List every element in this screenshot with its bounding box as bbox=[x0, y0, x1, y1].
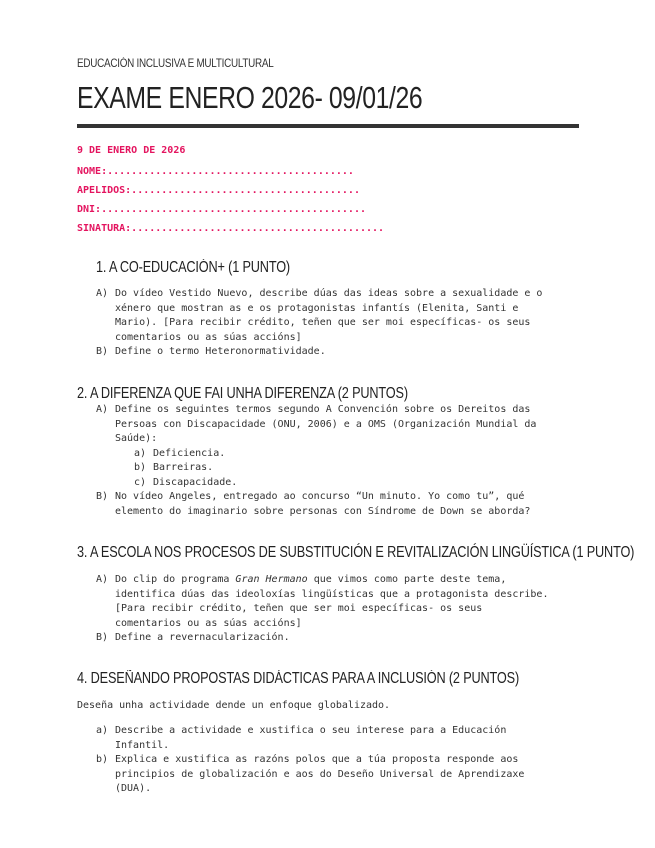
exam-date: 9 DE ENERO DE 2026 bbox=[77, 145, 186, 156]
question-line: xénero que mostran as e os protagonistas infantís (Elenita, Santi e bbox=[115, 302, 519, 314]
subquestion-marker: a) bbox=[134, 447, 147, 459]
question-4a bbox=[77, 724, 597, 753]
course-name: EDUCACIÓN INCLUSIVA E MULTICULTURAL bbox=[77, 58, 274, 70]
question-3b bbox=[77, 631, 607, 646]
question-line: Do vídeo Vestido Nuevo, describe dúas das ideas sobre a sexualidade e o bbox=[115, 288, 543, 299]
question-line: principios de globalización e aos do Deseño Universal de Aprendizaxe bbox=[115, 768, 525, 780]
subquestion-item bbox=[115, 476, 597, 491]
subquestion-item bbox=[115, 461, 597, 476]
dni-field[interactable]: DNI:............................................ bbox=[77, 204, 366, 215]
question-line: Explica e xustifica as razóns polos que a túa proposta responde aos bbox=[115, 754, 519, 765]
question-marker: B) bbox=[96, 346, 109, 357]
question-text: que vimos como parte deste tema, bbox=[307, 574, 507, 585]
question-marker: a) bbox=[96, 725, 109, 736]
question-marker: b) bbox=[96, 754, 109, 765]
question-line: Describe a actividade e xustifica o seu interese para a Educación bbox=[115, 725, 507, 736]
question-3a bbox=[77, 573, 607, 631]
program-title: Gran Hermano bbox=[235, 574, 308, 585]
signature-field[interactable]: SINATURA:.......................................... bbox=[77, 223, 385, 234]
question-line: Persoas con Discapacidade (ONU, 2006) e a OMS (Organización Mundial da bbox=[115, 418, 537, 430]
question-line: comentarios ou as súas accións] bbox=[115, 617, 302, 629]
section-1-heading: 1. A CO-EDUCACIÓN+ (1 PUNTO) bbox=[96, 259, 290, 276]
subquestion-text: Barreiras. bbox=[153, 462, 214, 473]
section-2-heading: 2. A DIFERENZA QUE FAI UNHA DIFERENZA (2 PUNTOS) bbox=[77, 385, 408, 402]
exam-title: EXAME ENERO 2026- 09/01/26 bbox=[77, 80, 423, 115]
subquestion-text: Deficiencia. bbox=[153, 447, 226, 459]
section-3-questions bbox=[77, 573, 607, 646]
question-line: Define a revernacularización. bbox=[115, 632, 290, 643]
question-line: Saúde): bbox=[115, 433, 158, 444]
section-4-intro: Deseña unha actividade dende un enfoque globalizado. bbox=[77, 700, 391, 711]
question-line: Define o termo Heteronormatividade. bbox=[115, 346, 326, 357]
question-marker: B) bbox=[96, 632, 109, 643]
question-line bbox=[115, 573, 607, 588]
question-line: [Para recibir crédito, teñen que ser moi específicas- os seus bbox=[115, 603, 483, 614]
question-line: elemento do imaginario sobre personas con Síndrome de Down se aborda? bbox=[115, 505, 531, 517]
question-2a bbox=[77, 403, 597, 490]
section-3-heading: 3. A ESCOLA NOS PROCESOS DE SUBSTITUCIÓN E REVITALIZACIÓN LINGÜÍSTICA (1 PUNTO) bbox=[77, 544, 635, 561]
question-marker: A) bbox=[96, 574, 109, 585]
subquestion-item bbox=[115, 447, 597, 462]
question-line: identifica dúas das ideoloxías lingüísticas que a protagonista describe. bbox=[115, 588, 549, 600]
subquestion-marker: c) bbox=[134, 476, 147, 488]
question-line: Mario). [Para recibir crédito, teñen que ser moi específicas- os seus bbox=[115, 317, 531, 328]
question-1b bbox=[77, 345, 597, 360]
question-line: Define os seguintes termos segundo A Convención sobre os Dereitos das bbox=[115, 404, 531, 415]
section-4-questions bbox=[77, 724, 597, 797]
question-2b bbox=[77, 490, 597, 519]
title-rule bbox=[77, 124, 579, 128]
question-line: No vídeo Angeles, entregado ao concurso “Un minuto. Yo como tu”, qué bbox=[115, 491, 525, 502]
subquestion-text: Discapacidade. bbox=[153, 476, 238, 488]
question-4b bbox=[77, 753, 597, 797]
subquestion-list bbox=[115, 447, 597, 491]
question-marker: A) bbox=[96, 404, 109, 415]
question-marker: B) bbox=[96, 491, 109, 502]
question-1a bbox=[77, 287, 597, 345]
name-field[interactable]: NOME:......................................... bbox=[77, 166, 354, 177]
question-marker: A) bbox=[96, 288, 109, 299]
question-line: comentarios ou as súas accións] bbox=[115, 331, 302, 343]
subquestion-marker: b) bbox=[134, 462, 147, 473]
section-2-questions bbox=[77, 403, 597, 519]
question-line: (DUA). bbox=[115, 783, 152, 794]
question-text: Do clip do programa bbox=[115, 574, 236, 585]
section-1-questions bbox=[77, 287, 597, 360]
surnames-field[interactable]: APELIDOS:...................................... bbox=[77, 185, 360, 196]
question-line: Infantil. bbox=[115, 739, 170, 751]
section-4-heading: 4. DESEÑANDO PROPOSTAS DIDÁCTICAS PARA A INCLUSIÓN (2 PUNTOS) bbox=[77, 670, 520, 687]
